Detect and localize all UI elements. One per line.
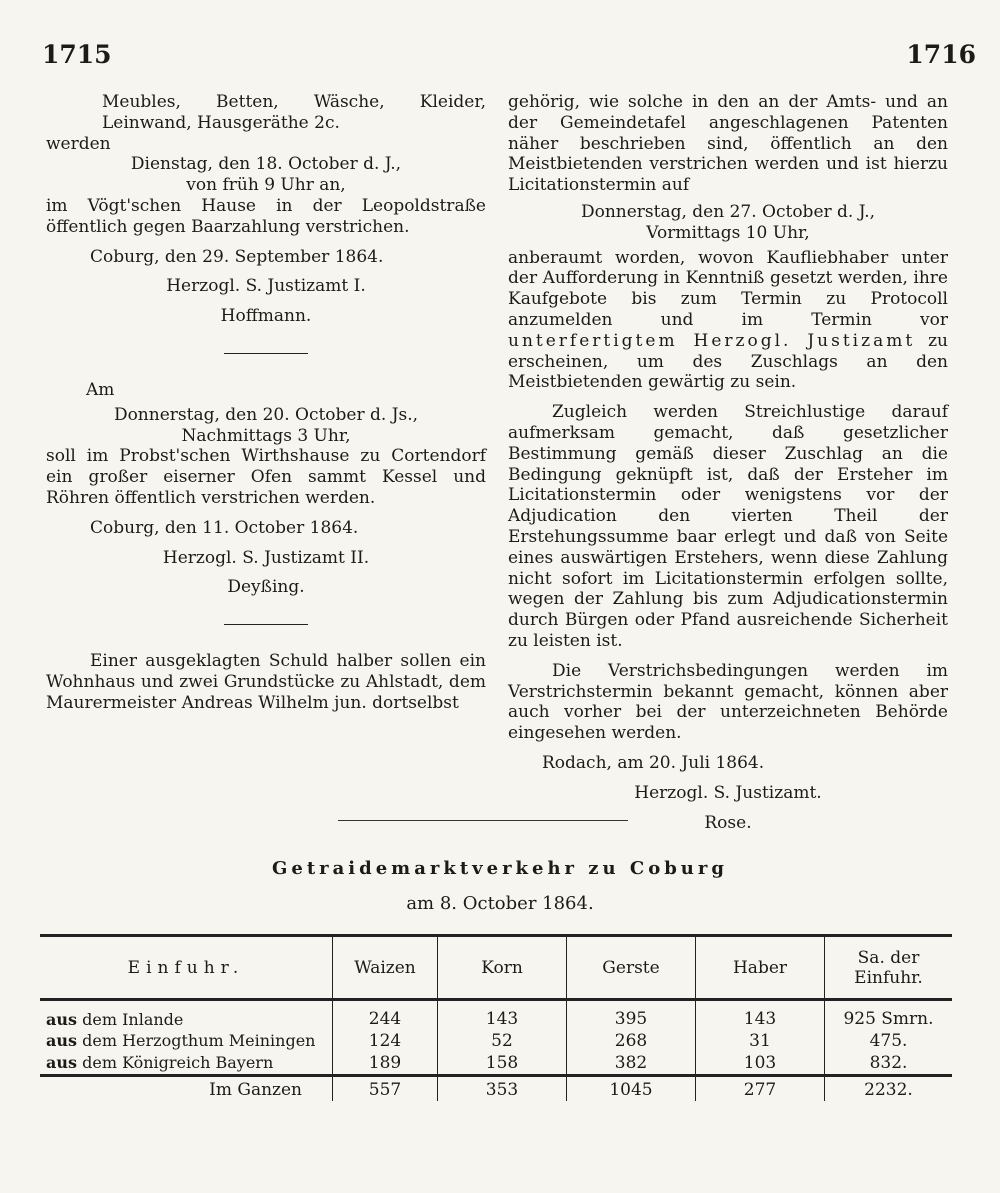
total-gerste: 1045 xyxy=(567,1075,696,1101)
notice-signature: Hoffmann. xyxy=(220,306,312,327)
cell-korn: 52 xyxy=(438,1029,567,1052)
notice-place-date: Coburg, den 29. September 1864. xyxy=(90,246,384,267)
notice-place-date: Rodach, am 20. Juli 1864. xyxy=(542,752,765,773)
notice-verb: werden xyxy=(46,133,111,154)
total-haber: 277 xyxy=(696,1075,825,1101)
header-gerste: Gerste xyxy=(567,936,696,1000)
page-number-right: 1716 xyxy=(906,40,976,69)
notice-2 xyxy=(46,380,486,598)
notice-3-text: Einer ausgeklagten Schuld halber sollen ein Wohnhaus und zwei Grundstücke zu Ahlstadt, dem Maurermeister Andreas Wilhelm jun. dortselbst xyxy=(46,651,486,713)
cell-gerste: 395 xyxy=(567,1000,696,1030)
notice-authority: Herzogl. S. Justizamt II. xyxy=(162,547,370,568)
section-divider xyxy=(338,820,628,821)
left-column xyxy=(46,92,486,714)
section-divider xyxy=(224,353,308,354)
cell-haber: 103 xyxy=(696,1052,825,1075)
header-waizen: Waizen xyxy=(333,936,438,1000)
row-label xyxy=(40,1029,333,1052)
total-summe: 2232. xyxy=(825,1075,953,1101)
total-waizen: 557 xyxy=(333,1075,438,1101)
section-divider xyxy=(224,624,308,625)
right-column xyxy=(508,92,948,833)
row-origin: dem Königreich Bayern xyxy=(82,1053,274,1073)
row-label xyxy=(40,1052,333,1075)
header-korn: Korn xyxy=(438,936,567,1000)
notice-text: im Vögt'schen Hause in der Leopoldstraße öffentlich gegen Baarzahlung verstrichen. xyxy=(46,195,486,237)
notice-text: soll im Probst'schen Wirthshause zu Cortendorf ein großer eiserner Ofen sammt Kessel und Röhren öffentlich verstrichen werden. xyxy=(46,446,486,508)
row-origin: dem Herzogthum Meiningen xyxy=(82,1031,316,1050)
spaced-authority: unterfertigtem Herzogl. Justizamt xyxy=(508,330,916,351)
header-summe: Sa. der Einfuhr. xyxy=(825,936,953,1000)
notice-time: Nachmittags 3 Uhr, xyxy=(181,425,351,446)
notice-time: von früh 9 Uhr an, xyxy=(186,175,346,196)
cell-summe: 475. xyxy=(825,1029,953,1052)
header-einfuhr: Einfuhr. xyxy=(127,957,245,978)
notice-date: Dienstag, den 18. October d. J., xyxy=(130,154,402,175)
notice-time: Vormittags 10 Uhr, xyxy=(646,222,810,243)
notice-signature: Rose. xyxy=(704,812,752,833)
total-korn: 353 xyxy=(438,1075,567,1101)
notice-place-date: Coburg, den 11. October 1864. xyxy=(90,517,359,538)
table-row xyxy=(40,1000,952,1030)
cell-summe: 832. xyxy=(825,1052,953,1075)
cell-waizen: 244 xyxy=(333,1000,438,1030)
table-row xyxy=(40,1029,952,1052)
cell-waizen: 189 xyxy=(333,1052,438,1075)
notice-authority: Herzogl. S. Justizamt. xyxy=(634,782,822,803)
notice-authority: Herzogl. S. Justizamt I. xyxy=(166,276,366,297)
cell-summe: 925 Smrn. xyxy=(825,1000,953,1030)
row-prefix: aus xyxy=(46,1031,78,1050)
market-date: am 8. October 1864. xyxy=(406,893,594,914)
row-origin: dem Inlande xyxy=(82,1009,184,1029)
header-haber: Haber xyxy=(696,936,825,1000)
text-part: zu erscheinen, um des Zuschlags an den Meistbietenden gewärtig zu sein. xyxy=(508,330,948,393)
notice-text xyxy=(508,248,948,394)
page-number-left: 1715 xyxy=(42,40,112,69)
cell-korn: 158 xyxy=(438,1052,567,1075)
notice-1 xyxy=(46,92,486,327)
cell-gerste: 382 xyxy=(567,1052,696,1075)
row-prefix: aus xyxy=(46,1053,78,1073)
market-title: Getraidemarktverkehr zu Coburg xyxy=(272,858,728,879)
row-prefix: aus xyxy=(46,1009,78,1029)
cell-korn: 143 xyxy=(438,1000,567,1030)
cell-haber: 143 xyxy=(696,1000,825,1030)
cell-gerste: 268 xyxy=(567,1029,696,1052)
market-table xyxy=(40,934,952,1101)
notice-items: Meubles, Betten, Wäsche, Kleider, Leinwand, Hausgeräthe 2c. xyxy=(102,92,486,133)
continuation-text: gehörig, wie solche in den an der Amts- und an der Gemeindetafel angeschlagenen Patenten näher beschrieben sind, öffentlich an den Meistbietenden verstrichen werden und ist hierzu Licitationstermin auf xyxy=(508,92,948,196)
text-part: anberaumt worden, wovon Kaufliebhaber unter der Aufforderung in Kenntniß gesetzt werden, ihre Kaufgebote bis zum Termin zu Protocoll anzumelden und im Termin vor xyxy=(508,247,948,330)
notice-opening: Am xyxy=(86,379,115,400)
notice-signature: Deyßing. xyxy=(227,577,305,598)
table-header-row xyxy=(40,936,952,1000)
row-label xyxy=(40,1000,333,1030)
conditions-text: Zugleich werden Streichlustige darauf aufmerksam gemacht, daß gesetzlicher Bestimmung gemäß dieser Zuschlag an die Bedingung geknüpft ist, daß der Ersteher im Licitationstermin oder wenigstens vor der Adjudication den vierten Theil der Erstehungssumme baar erlegt und daß von Seite eines auswärtigen Erstehers, wenn diese Zahlung nicht sofort im Licitationstermin erfolgen sollte, wegen der Zahlung bis zum Adjudicationstermin durch Bürgen oder Pfand ausreichende Sicherheit zu leisten ist. xyxy=(508,402,948,651)
notice-date: Donnerstag, den 27. October d. J., xyxy=(580,201,876,222)
table-total-row xyxy=(40,1075,952,1101)
cell-haber: 31 xyxy=(696,1029,825,1052)
terms-text: Die Verstrichsbedingungen werden im Verstrichstermin bekannt gemacht, können aber auch vorher bei der unterzeichneten Behörde eingesehen werden. xyxy=(508,660,948,744)
table-row xyxy=(40,1052,952,1075)
notice-date: Donnerstag, den 20. October d. Js., xyxy=(113,404,419,425)
cell-waizen: 124 xyxy=(333,1029,438,1052)
total-label: Im Ganzen xyxy=(209,1079,302,1100)
